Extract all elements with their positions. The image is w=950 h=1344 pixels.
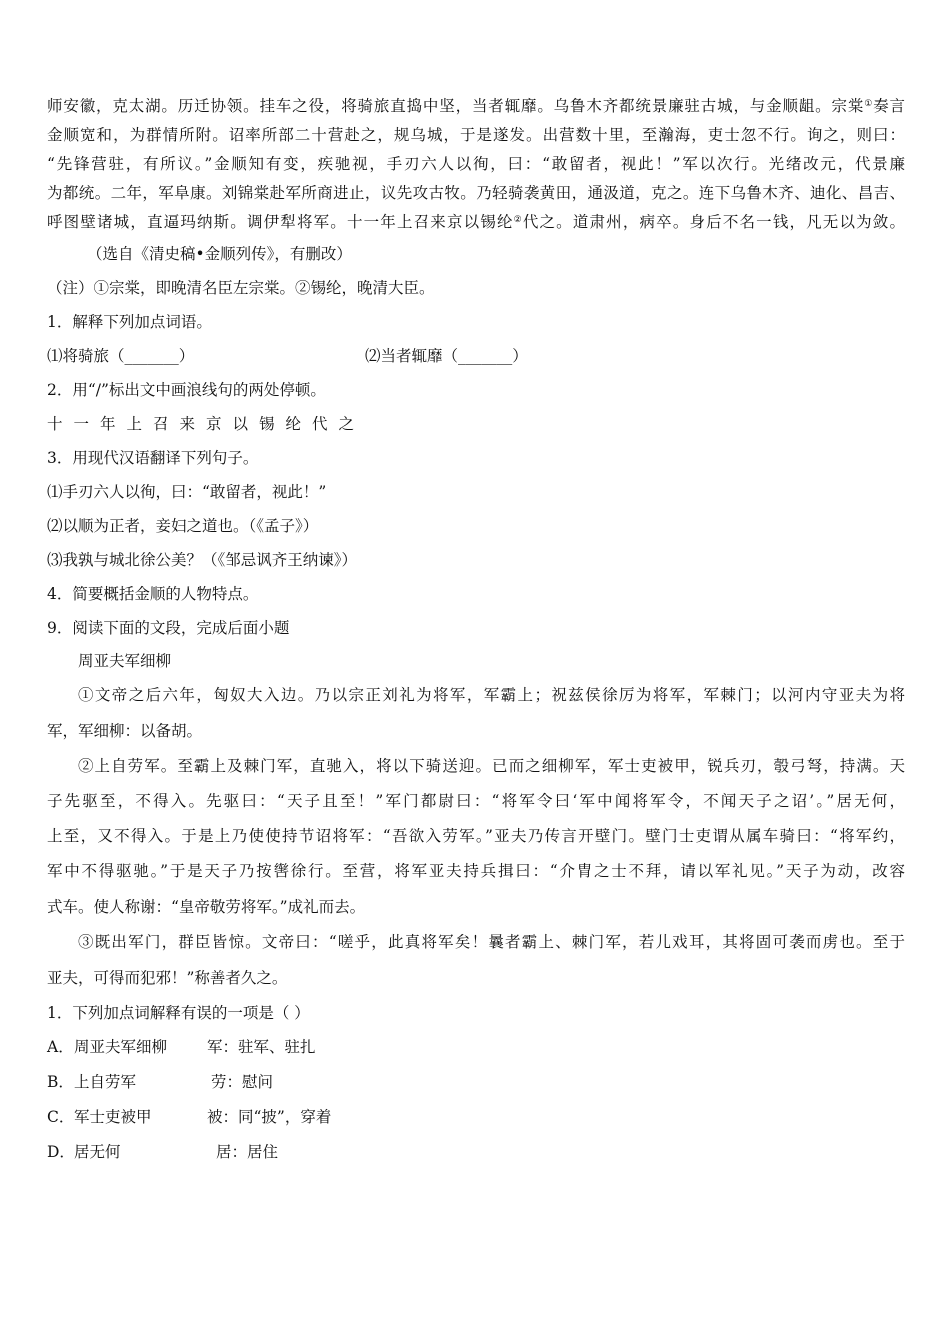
passage-line: 子先驱至，不得入。先驱曰：“天子且至！”军门都尉曰：“将军令曰‘军中闻将军令，不闻天子之诏’。”居无何， bbox=[47, 792, 905, 810]
option-text: 周亚夫军细柳 bbox=[74, 1038, 168, 1056]
question-title: 4．简要概括金顺的人物特点。 bbox=[47, 585, 259, 603]
footnote-marker: ② bbox=[513, 215, 523, 225]
option-key: A． bbox=[47, 1038, 74, 1056]
option-key: C． bbox=[47, 1108, 75, 1126]
option-b bbox=[47, 1065, 905, 1100]
passage-jinshun bbox=[47, 92, 905, 305]
question-title: 3．用现代汉语翻译下列句子。 bbox=[47, 449, 259, 467]
question-4 bbox=[47, 577, 905, 611]
question-item: ⑴将骑旅（_______） bbox=[47, 347, 195, 365]
question-item: ⑶我孰与城北徐公美？（《邹忌讽齐王纳谏》） bbox=[47, 551, 358, 569]
spaced-sentence: 十一年上召来京以锡纶代之 bbox=[47, 415, 366, 433]
question-2 bbox=[47, 373, 905, 441]
document-page bbox=[47, 92, 905, 1170]
question-title: 1．解释下列加点词语。 bbox=[47, 313, 212, 331]
passage-line: ③既出军门，群臣皆惊。文帝曰：“嗟乎，此真将军矣！曩者霸上、棘门军，若儿戏耳，其将固可袭而虏也。至于 bbox=[78, 933, 905, 951]
option-text: 上自劳军 bbox=[74, 1073, 137, 1091]
question-title: 1．下列加点词解释有误的一项是（ ） bbox=[47, 1004, 310, 1022]
option-key: D． bbox=[47, 1143, 75, 1161]
passage-line: 呼图壁诸城，直逼玛纳斯。调伊犁将军。十一年上召来京以锡纶②代之。道肃州，病卒。身后不名一钱，凡无以为敛。 bbox=[47, 213, 905, 231]
question-items bbox=[47, 339, 905, 373]
option-explanation: 劳：慰问 bbox=[211, 1073, 274, 1091]
question-1 bbox=[47, 305, 905, 373]
passage-line: 上至，又不得入。于是上乃使使持节诏将军：“吾欲入劳军。”亚夫乃传言开壁门。壁门士吏谓从属车骑曰：“将军约， bbox=[47, 827, 905, 845]
passage-note: （注）①宗棠，即晚清名臣左宗棠。②锡纶，晚清大臣。 bbox=[47, 279, 435, 297]
passage-line: 师安徽，克太湖。历迁协领。挂车之役，将骑旅直捣中坚，当者辄靡。乌鲁木齐都统景廉驻古城，与金顺龃。宗棠①奏言 bbox=[47, 97, 905, 115]
option-explanation: 军：驻军、驻扎 bbox=[207, 1038, 316, 1056]
passage-line: 式车。使人称谢：“皇帝敬劳将军。”成礼而去。 bbox=[47, 898, 366, 916]
question-item: ⑵以顺为正者，妾妇之道也。（《孟子》） bbox=[47, 517, 319, 535]
option-explanation: 被：同“披”，穿着 bbox=[207, 1108, 332, 1126]
passage-line: 军中不得驱驰。”于是天子乃按辔徐行。至营，将军亚夫持兵揖曰：“介胄之士不拜，请以军礼见。”天子为动，改容 bbox=[47, 862, 905, 880]
question-title: 2．用“/”标出文中画浪线句的两处停顿。 bbox=[47, 381, 326, 399]
question-9 bbox=[47, 611, 905, 996]
passage-heading: 周亚夫军细柳 bbox=[78, 652, 172, 670]
passage-line: 为都统。二年，军阜康。刘锦棠赴军所商进止，议先攻古牧。乃轻骑袭黄田，通汲道，克之。连下乌鲁木齐、迪化、昌吉、 bbox=[47, 184, 905, 202]
passage-source: （选自《清史稿•金顺列传》，有删改） bbox=[87, 245, 352, 263]
question-3 bbox=[47, 441, 905, 577]
option-text: 军士吏被甲 bbox=[74, 1108, 152, 1126]
option-text: 居无何 bbox=[74, 1143, 121, 1161]
option-d bbox=[47, 1135, 905, 1170]
passage-line: “先锋营驻，有所议。”金顺知有变，疾驰视，手刃六人以徇，曰：“敢留者，视此！”军以次行。光绪改元，代景廉 bbox=[47, 155, 905, 173]
option-c bbox=[47, 1100, 905, 1135]
footnote-marker: ① bbox=[864, 99, 874, 109]
option-a bbox=[47, 1030, 905, 1065]
option-key: B． bbox=[47, 1073, 74, 1091]
option-explanation: 居：居住 bbox=[216, 1143, 279, 1161]
question-title: 9．阅读下面的文段，完成后面小题 bbox=[47, 619, 290, 637]
passage-line: ①文帝之后六年，匈奴大入边。乃以宗正刘礼为将军，军霸上；祝兹侯徐厉为将军，军棘门；以河内守亚夫为将 bbox=[78, 686, 905, 704]
passage-line: ②上自劳军。至霸上及棘门军，直驰入，将以下骑送迎。已而之细柳军，军士吏被甲，锐兵刃，彀弓弩，持满。天 bbox=[78, 757, 905, 775]
sub-question-1 bbox=[47, 996, 905, 1170]
question-item: ⑴手刃六人以徇，曰：“敢留者，视此！” bbox=[47, 483, 327, 501]
passage-line: 金顺宽和，为群情所附。诏率所部二十营赴之，规乌城，于是遂发。出营数十里，至瀚海，吏士忽不行。询之，则曰： bbox=[47, 126, 905, 144]
passage-line: 亚夫，可得而犯邪！”称善者久之。 bbox=[47, 969, 288, 987]
question-item: ⑵当者辄靡（_______） bbox=[365, 347, 528, 365]
passage-line: 军，军细柳：以备胡。 bbox=[47, 722, 203, 740]
